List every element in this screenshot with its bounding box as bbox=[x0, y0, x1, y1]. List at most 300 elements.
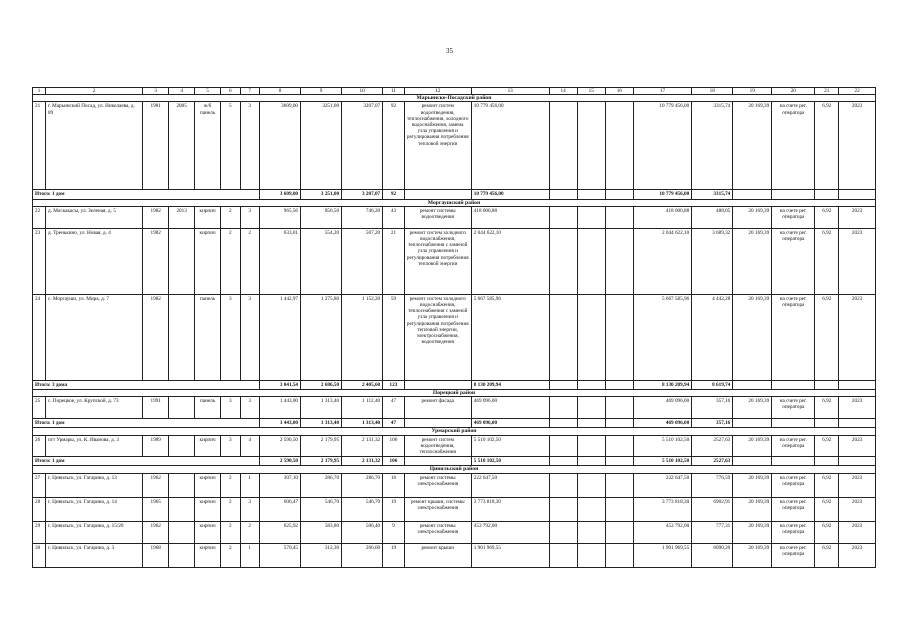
cell-c21: 6,92 bbox=[815, 397, 839, 419]
cell-c4 bbox=[169, 473, 195, 497]
cell-c18: 3315,74 bbox=[692, 102, 733, 190]
column-number-cell: 8 bbox=[259, 88, 300, 95]
cell-c10: 546,70 bbox=[342, 497, 383, 521]
cell-c17: 469 096,00 bbox=[633, 397, 691, 419]
page-number: 35 bbox=[446, 47, 453, 55]
total-c22 bbox=[839, 419, 876, 428]
cell-c22: 2023 bbox=[839, 497, 876, 521]
cell-c12: ремонт систем водоотведения, теплоснабжения, холодного водоснабжения, замена узла управления и регулирования потребления тепловой энергии bbox=[404, 102, 471, 190]
cell-c7: 2 bbox=[240, 521, 259, 543]
column-number-cell: 11 bbox=[383, 88, 405, 95]
cell-c21: 6,92 bbox=[815, 497, 839, 521]
cell-c13: 10 779 456,00 bbox=[471, 102, 549, 190]
cell-c20: на счете рег. оператора bbox=[772, 435, 815, 457]
cell-address: пгт Урмары, ул. К. Иванова, д. 3 bbox=[45, 435, 142, 457]
cell-c18: 2527,63 bbox=[692, 435, 733, 457]
cell-c5: кирпич bbox=[195, 228, 221, 294]
cell-c3: 1981 bbox=[143, 102, 169, 190]
column-number-row bbox=[33, 88, 876, 95]
cell-c3: 1965 bbox=[143, 497, 169, 521]
cell-n: 25 bbox=[33, 397, 46, 419]
cell-c15 bbox=[577, 102, 605, 190]
cell-c22: 2023 bbox=[839, 521, 876, 543]
total-c18: 8 619,74 bbox=[692, 380, 733, 389]
cell-c18: 3 689,32 bbox=[692, 228, 733, 294]
total-c11: 106 bbox=[383, 457, 405, 466]
cell-c6: 2 bbox=[221, 206, 240, 228]
column-number-cell: 2 bbox=[45, 88, 142, 95]
cell-c4 bbox=[169, 397, 195, 419]
table-row bbox=[33, 397, 876, 419]
cell-c13: 3 773 818,30 bbox=[471, 497, 549, 521]
total-c13: 5 510 102,50 bbox=[471, 457, 549, 466]
total-c14 bbox=[549, 380, 577, 389]
table-row bbox=[33, 497, 876, 521]
total-c22 bbox=[839, 380, 876, 389]
cell-c11: 47 bbox=[383, 397, 405, 419]
total-label: Итого: 1 дом bbox=[33, 419, 260, 428]
cell-c16 bbox=[605, 397, 633, 419]
total-row bbox=[33, 419, 876, 428]
cell-c3: 1982 bbox=[143, 206, 169, 228]
cell-c12: ремонт фасада bbox=[404, 397, 471, 419]
cell-c13: 2 044 622,10 bbox=[471, 228, 549, 294]
region-row bbox=[33, 199, 876, 206]
cell-c9: 546,70 bbox=[301, 497, 342, 521]
cell-c20: на счете рег. оператора bbox=[772, 521, 815, 543]
cell-c22: 2023 bbox=[839, 294, 876, 380]
cell-address: г. Марьинский Посад, ул. Николаева, д. 89 bbox=[45, 102, 142, 190]
cell-c6: 3 bbox=[221, 397, 240, 419]
cell-c20: на счете рег. оператора bbox=[772, 497, 815, 521]
cell-c4 bbox=[169, 294, 195, 380]
cell-c11: 16 bbox=[383, 473, 405, 497]
cell-c21: 6,92 bbox=[815, 473, 839, 497]
cell-c8: 307,10 bbox=[259, 473, 300, 497]
cell-c17: 1 901 969,55 bbox=[633, 543, 691, 567]
cell-c18: 4 442,28 bbox=[692, 294, 733, 380]
total-c21 bbox=[815, 380, 839, 389]
column-number-cell: 6 bbox=[221, 88, 240, 95]
cell-c14 bbox=[549, 397, 577, 419]
region-row bbox=[33, 95, 876, 102]
cell-c21: 6,92 bbox=[815, 206, 839, 228]
cell-c13: 222 647,50 bbox=[471, 473, 549, 497]
region-name: Порецкий район bbox=[33, 390, 876, 397]
cell-c8: 633,01 bbox=[259, 228, 300, 294]
column-number-cell: 12 bbox=[404, 88, 471, 95]
total-c17: 10 779 456,00 bbox=[633, 190, 691, 199]
column-number-cell: 15 bbox=[577, 88, 605, 95]
column-number-cell: 13 bbox=[471, 88, 549, 95]
cell-c15 bbox=[577, 397, 605, 419]
cell-c17: 10 779 456,00 bbox=[633, 102, 691, 190]
total-c12 bbox=[404, 419, 471, 428]
cell-c21: 6,92 bbox=[815, 543, 839, 567]
cell-c13: 453 792,00 bbox=[471, 521, 549, 543]
total-c22 bbox=[839, 190, 876, 199]
cell-c12: ремонт систем холодного водоснабжения, теплоснабжения с заменой узла управления и регулирования потребления тепловой энергии bbox=[404, 228, 471, 294]
table-row bbox=[33, 294, 876, 380]
region-name: Марьинско-Посадский район bbox=[33, 95, 876, 102]
cell-c4 bbox=[169, 228, 195, 294]
total-c12 bbox=[404, 380, 471, 389]
total-c20 bbox=[772, 419, 815, 428]
cell-c12: ремонт системы водоотведения bbox=[404, 206, 471, 228]
total-c17: 469 096,00 bbox=[633, 419, 691, 428]
cell-c3: 1962 bbox=[143, 521, 169, 543]
cell-n: 22 bbox=[33, 206, 46, 228]
total-c8: 2 590,50 bbox=[259, 457, 300, 466]
cell-c11: 106 bbox=[383, 435, 405, 457]
cell-c6: 5 bbox=[221, 102, 240, 190]
cell-c7: 3 bbox=[240, 397, 259, 419]
cell-address: г. Цивильск, ул. Гагарина, д. 14 bbox=[45, 497, 142, 521]
total-c20 bbox=[772, 457, 815, 466]
cell-c10: 507,20 bbox=[342, 228, 383, 294]
cell-c7: 1 bbox=[240, 543, 259, 567]
table-row bbox=[33, 435, 876, 457]
total-c21 bbox=[815, 190, 839, 199]
cell-n: 23 bbox=[33, 228, 46, 294]
cell-c22: 2023 bbox=[839, 435, 876, 457]
total-c8: 3 609,00 bbox=[259, 190, 300, 199]
cell-c13: 469 096,00 bbox=[471, 397, 549, 419]
cell-c8: 965,56 bbox=[259, 206, 300, 228]
cell-c14 bbox=[549, 294, 577, 380]
total-c16 bbox=[605, 457, 633, 466]
cell-c8: 570,45 bbox=[259, 543, 300, 567]
total-c8: 1 443,00 bbox=[259, 419, 300, 428]
cell-c20: на счете рег. оператора bbox=[772, 206, 815, 228]
cell-address: д. Тренькино, ул. Новая, д. 4 bbox=[45, 228, 142, 294]
cell-c5: кирпич bbox=[195, 206, 221, 228]
total-c11: 123 bbox=[383, 380, 405, 389]
cell-c15 bbox=[577, 206, 605, 228]
cell-address: г. Цивильск, ул. Гагарина, д. 13 bbox=[45, 473, 142, 497]
total-label: Итого: 1 дом bbox=[33, 457, 260, 466]
cell-c19: 20 169,39 bbox=[733, 497, 772, 521]
cell-address: с. Моргауши, ул. Мира, д. 7 bbox=[45, 294, 142, 380]
column-number-cell: 14 bbox=[549, 88, 577, 95]
cell-c15 bbox=[577, 228, 605, 294]
total-c16 bbox=[605, 419, 633, 428]
total-c9: 3 251,00 bbox=[301, 190, 342, 199]
cell-c10: 746,20 bbox=[342, 206, 383, 228]
cell-c14 bbox=[549, 102, 577, 190]
cell-c11: 59 bbox=[383, 294, 405, 380]
cell-c13: 5 510 102,50 bbox=[471, 435, 549, 457]
total-c15 bbox=[577, 190, 605, 199]
total-c15 bbox=[577, 457, 605, 466]
total-c10: 2 405,60 bbox=[342, 380, 383, 389]
cell-c10: 1 152,20 bbox=[342, 294, 383, 380]
cell-c3: 1962 bbox=[143, 473, 169, 497]
column-number-cell: 22 bbox=[839, 88, 876, 95]
housing-repair-table bbox=[32, 87, 876, 568]
cell-c4: 2013 bbox=[169, 206, 195, 228]
total-c19 bbox=[733, 380, 772, 389]
cell-c3: 1991 bbox=[143, 397, 169, 419]
cell-c21: 6,92 bbox=[815, 102, 839, 190]
cell-c16 bbox=[605, 497, 633, 521]
cell-c16 bbox=[605, 102, 633, 190]
cell-c12: ремонт систем холодного водоснабжения, теплоснабжения с заменой узла управления и регулирования потребления тепловой энергии, электроснабжения, водоотведения bbox=[404, 294, 471, 380]
cell-c9: 554,20 bbox=[301, 228, 342, 294]
cell-c9: 3251,00 bbox=[301, 102, 342, 190]
total-c14 bbox=[549, 457, 577, 466]
cell-c4 bbox=[169, 435, 195, 457]
column-number-cell: 9 bbox=[301, 88, 342, 95]
cell-c20: на счете рег. оператора bbox=[772, 294, 815, 380]
cell-c12: ремонт крыши, системы электроснабжения bbox=[404, 497, 471, 521]
cell-c10: 3207,07 bbox=[342, 102, 383, 190]
cell-c14 bbox=[549, 435, 577, 457]
cell-c9: 583,80 bbox=[301, 521, 342, 543]
cell-c7: 1 bbox=[240, 473, 259, 497]
cell-c7: 3 bbox=[240, 206, 259, 228]
cell-c7: 4 bbox=[240, 435, 259, 457]
cell-c5: ж/б панель bbox=[195, 102, 221, 190]
cell-c21: 6,92 bbox=[815, 228, 839, 294]
total-c9: 1 313,40 bbox=[301, 419, 342, 428]
cell-n: 30 bbox=[33, 543, 46, 567]
column-number-cell: 19 bbox=[733, 88, 772, 95]
total-c15 bbox=[577, 380, 605, 389]
column-number-cell: 5 bbox=[195, 88, 221, 95]
cell-c20: на счете рег. оператора bbox=[772, 473, 815, 497]
cell-c21: 6,92 bbox=[815, 521, 839, 543]
cell-c14 bbox=[549, 473, 577, 497]
cell-c6: 3 bbox=[221, 294, 240, 380]
cell-c5: кирпич bbox=[195, 435, 221, 457]
cell-c19: 20 169,39 bbox=[733, 397, 772, 419]
cell-c18: 6090,20 bbox=[692, 543, 733, 567]
cell-c22: 2023 bbox=[839, 206, 876, 228]
cell-c13: 5 667 585,96 bbox=[471, 294, 549, 380]
cell-c5: панель bbox=[195, 294, 221, 380]
cell-c22: 2023 bbox=[839, 473, 876, 497]
total-c19 bbox=[733, 419, 772, 428]
cell-c22: 2023 bbox=[839, 228, 876, 294]
cell-c10: 266,60 bbox=[342, 543, 383, 567]
cell-c16 bbox=[605, 228, 633, 294]
cell-c16 bbox=[605, 206, 633, 228]
cell-n: 24 bbox=[33, 294, 46, 380]
cell-c7: 3 bbox=[240, 102, 259, 190]
cell-c19: 20 169,39 bbox=[733, 228, 772, 294]
region-name: Урмарский район bbox=[33, 428, 876, 435]
column-number-cell: 10 bbox=[342, 88, 383, 95]
cell-c3: 1968 bbox=[143, 543, 169, 567]
cell-c19: 20 169,39 bbox=[733, 435, 772, 457]
total-c17: 5 510 102,50 bbox=[633, 457, 691, 466]
total-row bbox=[33, 457, 876, 466]
cell-c4 bbox=[169, 497, 195, 521]
total-c15 bbox=[577, 419, 605, 428]
cell-c16 bbox=[605, 435, 633, 457]
cell-c9: 856,50 bbox=[301, 206, 342, 228]
total-c21 bbox=[815, 457, 839, 466]
total-row bbox=[33, 190, 876, 199]
cell-c8: 2 590,50 bbox=[259, 435, 300, 457]
cell-c10: 2 131,32 bbox=[342, 435, 383, 457]
region-row bbox=[33, 428, 876, 435]
table-row bbox=[33, 543, 876, 567]
total-c20 bbox=[772, 380, 815, 389]
cell-c22: 2023 bbox=[839, 102, 876, 190]
total-c10: 1 313,40 bbox=[342, 419, 383, 428]
column-number-cell: 16 bbox=[605, 88, 633, 95]
cell-c7: 2 bbox=[240, 228, 259, 294]
cell-c5: кирпич bbox=[195, 497, 221, 521]
cell-c15 bbox=[577, 473, 605, 497]
cell-c15 bbox=[577, 435, 605, 457]
total-c21 bbox=[815, 419, 839, 428]
cell-n: 27 bbox=[33, 473, 46, 497]
cell-c17: 5 667 585,96 bbox=[633, 294, 691, 380]
total-c18: 2527,63 bbox=[692, 457, 733, 466]
cell-c14 bbox=[549, 521, 577, 543]
cell-c18: 776,59 bbox=[692, 473, 733, 497]
region-name: Цивильский район bbox=[33, 466, 876, 473]
table-row bbox=[33, 206, 876, 228]
total-c19 bbox=[733, 457, 772, 466]
cell-n: 29 bbox=[33, 521, 46, 543]
cell-c3: 1989 bbox=[143, 435, 169, 457]
cell-c14 bbox=[549, 228, 577, 294]
cell-c6: 2 bbox=[221, 497, 240, 521]
cell-c19: 20 169,39 bbox=[733, 206, 772, 228]
cell-c8: 625,92 bbox=[259, 521, 300, 543]
total-c13: 469 096,00 bbox=[471, 419, 549, 428]
cell-c20: на счете рег. оператора bbox=[772, 228, 815, 294]
cell-address: г. Цивильск, ул. Гагарина, д. 15/20 bbox=[45, 521, 142, 543]
total-c12 bbox=[404, 457, 471, 466]
cell-c4 bbox=[169, 543, 195, 567]
cell-c21: 6,92 bbox=[815, 435, 839, 457]
cell-c18: 357,16 bbox=[692, 397, 733, 419]
cell-c10: 506,40 bbox=[342, 521, 383, 543]
cell-c22: 2023 bbox=[839, 543, 876, 567]
cell-c8: 606,47 bbox=[259, 497, 300, 521]
region-row bbox=[33, 390, 876, 397]
table-row bbox=[33, 473, 876, 497]
cell-c17: 453 792,00 bbox=[633, 521, 691, 543]
total-c10: 2 131,32 bbox=[342, 457, 383, 466]
cell-n: 26 bbox=[33, 435, 46, 457]
cell-c11: 21 bbox=[383, 228, 405, 294]
cell-c14 bbox=[549, 543, 577, 567]
cell-c5: кирпич bbox=[195, 521, 221, 543]
total-c13: 8 130 209,94 bbox=[471, 380, 549, 389]
cell-c15 bbox=[577, 497, 605, 521]
cell-c14 bbox=[549, 497, 577, 521]
cell-c4: 2005 bbox=[169, 102, 195, 190]
total-c9: 2 686,50 bbox=[301, 380, 342, 389]
total-c11: 92 bbox=[383, 190, 405, 199]
cell-c11: 43 bbox=[383, 206, 405, 228]
cell-c12: ремонт системы электроснабжения bbox=[404, 473, 471, 497]
cell-c16 bbox=[605, 294, 633, 380]
total-c18: 357,16 bbox=[692, 419, 733, 428]
cell-c3: 1982 bbox=[143, 294, 169, 380]
cell-c6: 3 bbox=[221, 435, 240, 457]
cell-c5: панель bbox=[195, 397, 221, 419]
cell-c17: 222 647,50 bbox=[633, 473, 691, 497]
cell-address: г. Цивильск, ул. Гагарина, д. 3 bbox=[45, 543, 142, 567]
cell-c18: 777,31 bbox=[692, 521, 733, 543]
cell-c19: 20 169,39 bbox=[733, 473, 772, 497]
cell-c7: 3 bbox=[240, 497, 259, 521]
total-c19 bbox=[733, 190, 772, 199]
column-number-cell: 20 bbox=[772, 88, 815, 95]
cell-c8: 3609,00 bbox=[259, 102, 300, 190]
cell-c6: 2 bbox=[221, 521, 240, 543]
cell-c15 bbox=[577, 521, 605, 543]
cell-c10: 1 112,40 bbox=[342, 397, 383, 419]
table-row bbox=[33, 521, 876, 543]
cell-c20: на счете рег. оператора bbox=[772, 397, 815, 419]
cell-c19: 20 169,39 bbox=[733, 294, 772, 380]
cell-c20: на счете рег. оператора bbox=[772, 102, 815, 190]
total-c8: 3 041,54 bbox=[259, 380, 300, 389]
cell-c17: 2 044 622,10 bbox=[633, 228, 691, 294]
total-c20 bbox=[772, 190, 815, 199]
cell-address: д. Москакасы, ул. Зеленая, д. 5 bbox=[45, 206, 142, 228]
total-c9: 2 179,95 bbox=[301, 457, 342, 466]
cell-c6: 2 bbox=[221, 543, 240, 567]
cell-c18: 488,05 bbox=[692, 206, 733, 228]
total-c17: 8 130 209,94 bbox=[633, 380, 691, 389]
cell-n: 28 bbox=[33, 497, 46, 521]
cell-n: 21 bbox=[33, 102, 46, 190]
cell-c11: 19 bbox=[383, 497, 405, 521]
cell-c14 bbox=[549, 206, 577, 228]
column-number-cell: 1 bbox=[33, 88, 46, 95]
cell-c9: 1 275,80 bbox=[301, 294, 342, 380]
table-row bbox=[33, 228, 876, 294]
total-c16 bbox=[605, 190, 633, 199]
cell-c11: 19 bbox=[383, 543, 405, 567]
total-c10: 3 207,07 bbox=[342, 190, 383, 199]
table-body bbox=[33, 88, 876, 568]
cell-c7: 3 bbox=[240, 294, 259, 380]
cell-c13: 418 000,88 bbox=[471, 206, 549, 228]
cell-c16 bbox=[605, 521, 633, 543]
cell-c22: 2023 bbox=[839, 397, 876, 419]
cell-c19: 20 169,39 bbox=[733, 543, 772, 567]
cell-c13: 1 901 969,55 bbox=[471, 543, 549, 567]
cell-c15 bbox=[577, 543, 605, 567]
total-c22 bbox=[839, 457, 876, 466]
column-number-cell: 3 bbox=[143, 88, 169, 95]
cell-c12: ремонт крыши bbox=[404, 543, 471, 567]
total-row bbox=[33, 380, 876, 389]
total-c16 bbox=[605, 380, 633, 389]
cell-c11: 9 bbox=[383, 521, 405, 543]
cell-c12: ремонт системы электроснабжения bbox=[404, 521, 471, 543]
cell-c16 bbox=[605, 543, 633, 567]
total-c12 bbox=[404, 190, 471, 199]
cell-c3: 1982 bbox=[143, 228, 169, 294]
cell-c8: 1 442,97 bbox=[259, 294, 300, 380]
cell-c17: 3 773 818,30 bbox=[633, 497, 691, 521]
table-row bbox=[33, 102, 876, 190]
cell-c15 bbox=[577, 294, 605, 380]
cell-address: с. Порецкое, ул. Крупской, д. 73 bbox=[45, 397, 142, 419]
cell-c4 bbox=[169, 521, 195, 543]
